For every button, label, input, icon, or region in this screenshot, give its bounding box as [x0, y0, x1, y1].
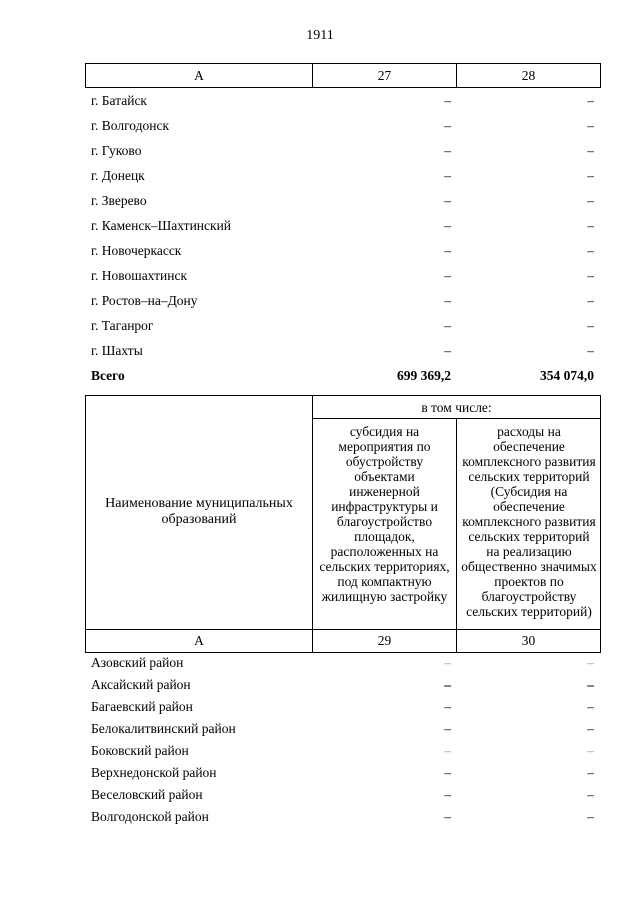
page-number: 1911 [306, 28, 334, 43]
row-value-27: – [444, 143, 451, 158]
table-row [0, 293, 640, 313]
row-value-29: – [444, 655, 451, 670]
col30-header: расходы на обеспечение комплексного развития сельских территорий (Субсидия на обеспечение комплексного развития сельских территорий на реализацию общественно значимых проектов по благоустройству сельских территорий) [461, 424, 597, 619]
table-row [0, 93, 640, 113]
row-name: Веселовский район [91, 787, 203, 802]
row-value-27: – [444, 93, 451, 108]
row-value-30: – [587, 787, 594, 802]
row-value-30: – [587, 743, 594, 758]
index-col-30: 30 [521, 633, 536, 648]
row-name: г. Зверево [91, 193, 147, 208]
table2-index-topline [85, 629, 600, 630]
row-name: Верхнедонской район [91, 765, 217, 780]
row-name: г. Ростов–на–Дону [91, 293, 198, 308]
row-name: г. Батайск [91, 93, 147, 108]
row-value-28: – [587, 93, 594, 108]
row-name: г. Каменск–Шахтинский [91, 218, 232, 233]
row-value-30: – [587, 677, 594, 692]
index-col-29: 29 [377, 633, 392, 648]
table1-header-col-28: 28 [521, 68, 536, 83]
table2-group-underline [312, 418, 600, 419]
table-row [0, 765, 640, 785]
row-value-27: – [444, 118, 451, 133]
row-value-30: – [587, 809, 594, 824]
row-value-28: – [587, 243, 594, 258]
table-row [0, 699, 640, 719]
table2-divider-2 [456, 418, 457, 653]
table-row [0, 787, 640, 807]
row-value-29: – [444, 677, 451, 692]
row-value-30: – [587, 721, 594, 736]
row-value-29: – [444, 765, 451, 780]
table-row [0, 343, 640, 363]
index-col-a: А [194, 633, 204, 648]
row-name: Азовский район [91, 655, 184, 670]
row-value-28: – [587, 343, 594, 358]
row-value-29: – [444, 743, 451, 758]
row-value-28: – [587, 218, 594, 233]
table-row [0, 143, 640, 163]
row-value-30: – [587, 655, 594, 670]
table-row [0, 243, 640, 263]
table-row [0, 655, 640, 675]
row-value-27: – [444, 168, 451, 183]
row-name: г. Таганрог [91, 318, 154, 333]
table-row [0, 677, 640, 697]
table-row [0, 809, 640, 829]
row-value-28: – [587, 318, 594, 333]
row-value-30: – [587, 765, 594, 780]
row-name: г. Донецк [91, 168, 145, 183]
total-value-28: 354 074,0 [540, 368, 594, 383]
row-value-30: – [587, 699, 594, 714]
row-name: Боковский район [91, 743, 189, 758]
row-value-28: – [587, 193, 594, 208]
table2-divider-1 [312, 395, 313, 653]
table-row [0, 318, 640, 338]
table1-header-col-27: 27 [377, 68, 392, 83]
table1-header-col-a: А [194, 68, 204, 83]
row-name: Белокалитвинский район [91, 721, 236, 736]
table-row [0, 193, 640, 213]
total-label: Всего [91, 368, 125, 383]
row-value-27: – [444, 193, 451, 208]
table-row [0, 743, 640, 763]
table-row [0, 168, 640, 188]
row-name: Аксайский район [91, 677, 191, 692]
row-value-29: – [444, 787, 451, 802]
row-value-27: – [444, 293, 451, 308]
row-value-28: – [587, 268, 594, 283]
row-name: г. Волгодонск [91, 118, 170, 133]
row-value-27: – [444, 218, 451, 233]
table-row [0, 268, 640, 288]
row-name: г. Новочеркасск [91, 243, 182, 258]
group-header: в том числе: [421, 400, 492, 415]
name-column-header: Наименование муниципальных образований [105, 496, 293, 527]
row-name: г. Гуково [91, 143, 142, 158]
total-row [0, 368, 640, 388]
table-row [0, 218, 640, 238]
row-value-29: – [444, 809, 451, 824]
row-name: Волгодонской район [91, 809, 209, 824]
row-value-29: – [444, 721, 451, 736]
row-value-28: – [587, 168, 594, 183]
row-name: Багаевский район [91, 699, 193, 714]
col29-header: субсидия на мероприятия по обустройству объектами инженерной инфраструктуры и благоустройство площадок, расположенных на сельских территориях, под компактную жилищную застройку [319, 424, 450, 604]
row-name: г. Шахты [91, 343, 143, 358]
row-value-27: – [444, 318, 451, 333]
table-row [0, 118, 640, 138]
row-value-27: – [444, 243, 451, 258]
table-row [0, 721, 640, 741]
row-value-28: – [587, 293, 594, 308]
row-value-27: – [444, 268, 451, 283]
row-name: г. Новошахтинск [91, 268, 187, 283]
row-value-28: – [587, 118, 594, 133]
row-value-28: – [587, 143, 594, 158]
row-value-27: – [444, 343, 451, 358]
total-value-27: 699 369,2 [397, 368, 451, 383]
row-value-29: – [444, 699, 451, 714]
